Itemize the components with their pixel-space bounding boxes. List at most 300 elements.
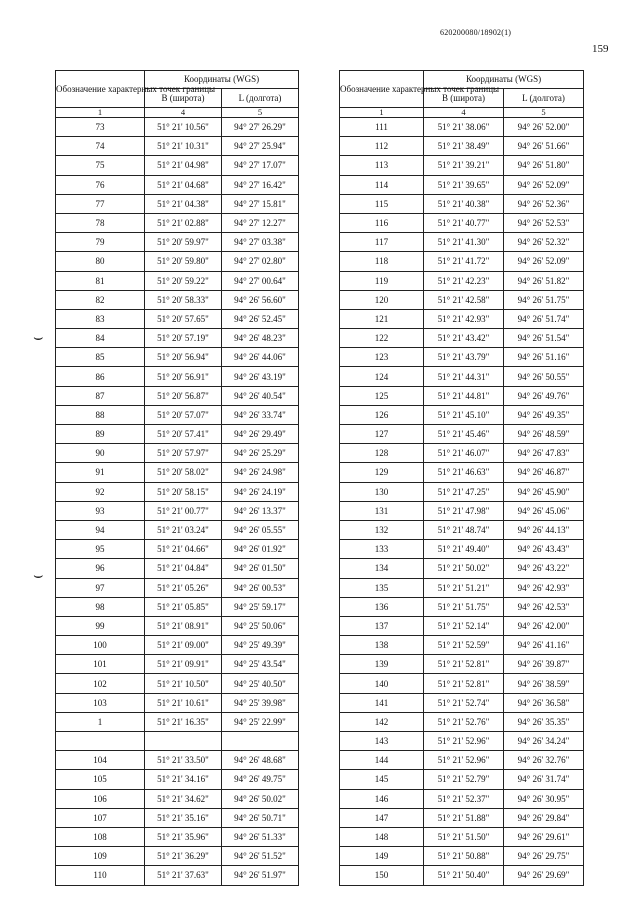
longitude-value: 94° 26' 25.29": [222, 444, 299, 463]
table-row: [56, 425, 299, 444]
column-index: 4: [424, 108, 504, 118]
table-row: [56, 329, 299, 348]
table-row: [56, 847, 299, 866]
table-row: [56, 194, 299, 213]
latitude-value: 51° 21' 42.58": [424, 290, 504, 309]
longitude-value: 94° 26' 01.50": [222, 559, 299, 578]
point-number: 77: [56, 194, 145, 213]
point-number: 147: [340, 808, 424, 827]
table-row: [340, 309, 584, 328]
longitude-value: 94° 26' 52.09": [504, 252, 584, 271]
table-row: [340, 348, 584, 367]
longitude-value: 94° 26' 52.00": [504, 118, 584, 137]
table-row: [56, 482, 299, 501]
latitude-value: 51° 21' 44.31": [424, 367, 504, 386]
table-row: [340, 636, 584, 655]
point-number: 116: [340, 213, 424, 232]
longitude-value: 94° 26' 29.69": [504, 866, 584, 885]
longitude-value: 94° 26' 33.74": [222, 405, 299, 424]
table-row: [340, 827, 584, 846]
table-row: [340, 712, 584, 731]
column-index: 1: [340, 108, 424, 118]
latitude-value: 51° 21' 40.38": [424, 194, 504, 213]
point-number: 118: [340, 252, 424, 271]
latitude-value: 51° 21' 10.50": [145, 674, 222, 693]
point-number: 150: [340, 866, 424, 885]
point-number: 96: [56, 559, 145, 578]
latitude-value: 51° 21' 52.79": [424, 770, 504, 789]
point-number: [56, 732, 145, 751]
longitude-value: 94° 26' 51.82": [504, 271, 584, 290]
latitude-value: 51° 20' 59.80": [145, 252, 222, 271]
latitude-value: 51° 20' 59.97": [145, 233, 222, 252]
latitude-value: 51° 21' 52.81": [424, 674, 504, 693]
point-number: 73: [56, 118, 145, 137]
latitude-value: 51° 21' 34.62": [145, 789, 222, 808]
longitude-value: 94° 26' 46.87": [504, 463, 584, 482]
page-number: 159: [592, 43, 609, 55]
table-row: [56, 252, 299, 271]
longitude-value: 94° 25' 49.39": [222, 636, 299, 655]
latitude-value: 51° 20' 57.97": [145, 444, 222, 463]
table-row: [56, 808, 299, 827]
longitude-value: 94° 26' 32.76": [504, 751, 584, 770]
latitude-value: 51° 21' 52.96": [424, 732, 504, 751]
latitude-value: 51° 21' 52.96": [424, 751, 504, 770]
point-number: 141: [340, 693, 424, 712]
table-row: [340, 520, 584, 539]
point-number: 113: [340, 156, 424, 175]
table-row: [56, 175, 299, 194]
latitude-value: 51° 20' 56.94": [145, 348, 222, 367]
point-number: 140: [340, 674, 424, 693]
latitude-value: 51° 21' 04.66": [145, 540, 222, 559]
table-row: [340, 770, 584, 789]
table-row: [340, 482, 584, 501]
point-number: 121: [340, 309, 424, 328]
table-row: [340, 693, 584, 712]
latitude-value: 51° 21' 04.98": [145, 156, 222, 175]
table-row: [340, 271, 584, 290]
latitude-value: 51° 21' 52.37": [424, 789, 504, 808]
latitude-value: 51° 21' 42.23": [424, 271, 504, 290]
longitude-value: 94° 26' 38.59": [504, 674, 584, 693]
point-number: 124: [340, 367, 424, 386]
latitude-value: 51° 21' 52.14": [424, 616, 504, 635]
table-row: [340, 808, 584, 827]
point-number: 98: [56, 597, 145, 616]
point-number: 120: [340, 290, 424, 309]
point-number: 133: [340, 540, 424, 559]
longitude-value: 94° 27' 26.29": [222, 118, 299, 137]
table-row: [340, 405, 584, 424]
longitude-value: 94° 26' 31.74": [504, 770, 584, 789]
latitude-value: 51° 20' 57.41": [145, 425, 222, 444]
longitude-value: 94° 26' 45.90": [504, 482, 584, 501]
table-row: [340, 578, 584, 597]
longitude-value: 94° 26' 51.74": [504, 309, 584, 328]
longitude-value: 94° 26' 51.80": [504, 156, 584, 175]
table-row: [340, 386, 584, 405]
table-row: [340, 501, 584, 520]
table-row: [340, 290, 584, 309]
latitude-value: 51° 21' 51.88": [424, 808, 504, 827]
point-number: 125: [340, 386, 424, 405]
table-row: [340, 540, 584, 559]
latitude-value: 51° 21' 45.10": [424, 405, 504, 424]
coordinates-table-right: [339, 70, 584, 886]
latitude-value: 51° 20' 59.22": [145, 271, 222, 290]
table-row: [56, 636, 299, 655]
table-row: [56, 367, 299, 386]
longitude-value: 94° 26' 35.35": [504, 712, 584, 731]
latitude-value: 51° 21' 00.77": [145, 501, 222, 520]
longitude-value: 94° 26' 48.23": [222, 329, 299, 348]
latitude-value: 51° 21' 09.00": [145, 636, 222, 655]
table-row: [56, 751, 299, 770]
table-row: [56, 309, 299, 328]
longitude-header: L (долгота): [504, 89, 584, 108]
latitude-value: 51° 21' 36.29": [145, 847, 222, 866]
latitude-value: 51° 21' 38.49": [424, 137, 504, 156]
latitude-value: 51° 21' 42.93": [424, 309, 504, 328]
longitude-value: 94° 26' 44.13": [504, 520, 584, 539]
longitude-value: 94° 27' 03.38": [222, 233, 299, 252]
point-number: 128: [340, 444, 424, 463]
longitude-value: 94° 27' 15.81": [222, 194, 299, 213]
latitude-value: 51° 21' 02.88": [145, 213, 222, 232]
latitude-value: 51° 21' 04.84": [145, 559, 222, 578]
latitude-value: 51° 20' 57.07": [145, 405, 222, 424]
latitude-value: 51° 21' 46.07": [424, 444, 504, 463]
column-index: 5: [222, 108, 299, 118]
point-number: 126: [340, 405, 424, 424]
table-row: [56, 578, 299, 597]
latitude-value: 51° 21' 46.63": [424, 463, 504, 482]
point-number: 106: [56, 789, 145, 808]
table-row: [340, 194, 584, 213]
table-row: [340, 213, 584, 232]
longitude-value: 94° 25' 40.50": [222, 674, 299, 693]
point-number: 134: [340, 559, 424, 578]
table-row: [56, 789, 299, 808]
latitude-value: 51° 21' 52.76": [424, 712, 504, 731]
point-number: 108: [56, 827, 145, 846]
table-row: [56, 290, 299, 309]
table-row: [56, 732, 299, 751]
table-row: [340, 252, 584, 271]
table-row: [56, 597, 299, 616]
longitude-value: 94° 26' 52.53": [504, 213, 584, 232]
table-row: [340, 329, 584, 348]
longitude-value: 94° 26' 36.58": [504, 693, 584, 712]
point-number: 122: [340, 329, 424, 348]
latitude-value: 51° 21' 39.65": [424, 175, 504, 194]
point-number: 123: [340, 348, 424, 367]
coordinates-header: Координаты (WGS): [145, 71, 299, 89]
longitude-value: 94° 26' 42.93": [504, 578, 584, 597]
table-row: [340, 367, 584, 386]
latitude-value: 51° 21' 35.16": [145, 808, 222, 827]
table-row: [340, 175, 584, 194]
margin-mark: ⌣: [33, 329, 44, 346]
point-number: 104: [56, 751, 145, 770]
point-number: 132: [340, 520, 424, 539]
latitude-value: 51° 21' 52.59": [424, 636, 504, 655]
table-row: [56, 156, 299, 175]
point-column-header: Обозначение характерных точек границы: [56, 71, 145, 108]
longitude-value: 94° 26' 51.52": [222, 847, 299, 866]
latitude-value: 51° 20' 58.15": [145, 482, 222, 501]
longitude-value: 94° 26' 49.75": [222, 770, 299, 789]
longitude-header: L (долгота): [222, 89, 299, 108]
point-number: 93: [56, 501, 145, 520]
point-number: 138: [340, 636, 424, 655]
point-number: 99: [56, 616, 145, 635]
point-number: 127: [340, 425, 424, 444]
longitude-value: 94° 26' 51.75": [504, 290, 584, 309]
table-row: [340, 156, 584, 175]
point-number: 101: [56, 655, 145, 674]
table-row: [56, 405, 299, 424]
table-row: [56, 674, 299, 693]
longitude-value: 94° 26' 34.24": [504, 732, 584, 751]
latitude-value: 51° 21' 48.74": [424, 520, 504, 539]
table-row: [340, 597, 584, 616]
longitude-value: 94° 26' 52.45": [222, 309, 299, 328]
latitude-value: 51° 21' 51.21": [424, 578, 504, 597]
longitude-value: 94° 26' 13.37": [222, 501, 299, 520]
point-number: 92: [56, 482, 145, 501]
latitude-header: B (широта): [424, 89, 504, 108]
point-number: 137: [340, 616, 424, 635]
latitude-value: 51° 21' 38.06": [424, 118, 504, 137]
latitude-value: 51° 21' 09.91": [145, 655, 222, 674]
latitude-value: 51° 21' 49.40": [424, 540, 504, 559]
point-number: 75: [56, 156, 145, 175]
latitude-value: 51° 21' 04.68": [145, 175, 222, 194]
coordinates-header: Координаты (WGS): [424, 71, 584, 89]
point-number: 112: [340, 137, 424, 156]
table-row: [56, 712, 299, 731]
point-number: 79: [56, 233, 145, 252]
latitude-value: 51° 21' 16.35": [145, 712, 222, 731]
latitude-value: 51° 20' 58.02": [145, 463, 222, 482]
table-row: [340, 137, 584, 156]
latitude-value: 51° 21' 43.42": [424, 329, 504, 348]
point-number: 84: [56, 329, 145, 348]
latitude-value: 51° 21' 50.40": [424, 866, 504, 885]
table-row: [56, 213, 299, 232]
latitude-value: 51° 21' 37.63": [145, 866, 222, 885]
longitude-value: 94° 26' 29.49": [222, 425, 299, 444]
table-row: [340, 655, 584, 674]
longitude-value: 94° 26' 52.32": [504, 233, 584, 252]
longitude-value: 94° 26' 24.98": [222, 463, 299, 482]
margin-mark: ⌣: [33, 567, 44, 584]
latitude-value: 51° 21' 05.26": [145, 578, 222, 597]
point-number: 135: [340, 578, 424, 597]
longitude-value: 94° 26' 50.55": [504, 367, 584, 386]
point-number: 103: [56, 693, 145, 712]
longitude-value: 94° 26' 42.00": [504, 616, 584, 635]
point-column-header: Обозначение характерных точек границы: [340, 71, 424, 108]
longitude-value: 94° 26' 01.92": [222, 540, 299, 559]
latitude-value: 51° 21' 45.46": [424, 425, 504, 444]
table-row: [340, 118, 584, 137]
table-row: [56, 827, 299, 846]
point-number: 130: [340, 482, 424, 501]
longitude-value: 94° 26' 51.33": [222, 827, 299, 846]
table-row: [340, 847, 584, 866]
longitude-value: 94° 26' 43.43": [504, 540, 584, 559]
point-number: 95: [56, 540, 145, 559]
point-number: 139: [340, 655, 424, 674]
longitude-value: 94° 26' 49.35": [504, 405, 584, 424]
latitude-value: 51° 21' 51.50": [424, 827, 504, 846]
table-row: [56, 501, 299, 520]
longitude-value: 94° 26' 41.16": [504, 636, 584, 655]
longitude-value: 94° 26' 49.76": [504, 386, 584, 405]
table-row: [56, 693, 299, 712]
latitude-value: [145, 732, 222, 751]
table-row: [340, 463, 584, 482]
longitude-value: 94° 26' 05.55": [222, 520, 299, 539]
longitude-value: 94° 25' 50.06": [222, 616, 299, 635]
point-number: 78: [56, 213, 145, 232]
table-row: [56, 348, 299, 367]
point-number: 144: [340, 751, 424, 770]
point-number: 83: [56, 309, 145, 328]
latitude-value: 51° 21' 33.50": [145, 751, 222, 770]
point-number: 80: [56, 252, 145, 271]
longitude-value: [222, 732, 299, 751]
table-row: [56, 444, 299, 463]
longitude-value: 94° 25' 22.99": [222, 712, 299, 731]
latitude-value: 51° 21' 10.61": [145, 693, 222, 712]
longitude-value: 94° 26' 50.02": [222, 789, 299, 808]
point-number: 86: [56, 367, 145, 386]
point-number: 136: [340, 597, 424, 616]
longitude-value: 94° 27' 25.94": [222, 137, 299, 156]
point-number: 148: [340, 827, 424, 846]
table-row: [56, 271, 299, 290]
document-id: 620200080/18902(1): [440, 28, 512, 37]
table-row: [340, 559, 584, 578]
table-row: [340, 674, 584, 693]
point-number: 117: [340, 233, 424, 252]
longitude-value: 94° 26' 48.68": [222, 751, 299, 770]
longitude-value: 94° 26' 39.87": [504, 655, 584, 674]
point-number: 74: [56, 137, 145, 156]
latitude-value: 51° 21' 08.91": [145, 616, 222, 635]
point-number: 85: [56, 348, 145, 367]
latitude-value: 51° 21' 10.56": [145, 118, 222, 137]
table-row: [340, 425, 584, 444]
point-number: 81: [56, 271, 145, 290]
point-number: 105: [56, 770, 145, 789]
point-number: 94: [56, 520, 145, 539]
latitude-value: 51° 21' 50.02": [424, 559, 504, 578]
point-number: 115: [340, 194, 424, 213]
point-number: 149: [340, 847, 424, 866]
point-number: 91: [56, 463, 145, 482]
longitude-value: 94° 27' 16.42": [222, 175, 299, 194]
point-number: 107: [56, 808, 145, 827]
table-row: [56, 616, 299, 635]
table-row: [56, 118, 299, 137]
point-number: 97: [56, 578, 145, 597]
coordinates-table-left: [55, 70, 299, 886]
table-row: [340, 732, 584, 751]
point-number: 114: [340, 175, 424, 194]
latitude-value: 51° 21' 41.72": [424, 252, 504, 271]
table-row: [56, 463, 299, 482]
latitude-value: 51° 21' 51.75": [424, 597, 504, 616]
column-index: 4: [145, 108, 222, 118]
latitude-value: 51° 20' 56.87": [145, 386, 222, 405]
latitude-header: B (широта): [145, 89, 222, 108]
longitude-value: 94° 26' 51.66": [504, 137, 584, 156]
longitude-value: 94° 26' 40.54": [222, 386, 299, 405]
point-number: 131: [340, 501, 424, 520]
table-row: [56, 559, 299, 578]
table-row: [56, 386, 299, 405]
longitude-value: 94° 26' 24.19": [222, 482, 299, 501]
longitude-value: 94° 26' 48.59": [504, 425, 584, 444]
table-row: [56, 866, 299, 885]
table-row: [56, 137, 299, 156]
longitude-value: 94° 25' 59.17": [222, 597, 299, 616]
longitude-value: 94° 27' 02.80": [222, 252, 299, 271]
point-number: 110: [56, 866, 145, 885]
table-row: [56, 520, 299, 539]
longitude-value: 94° 26' 29.61": [504, 827, 584, 846]
longitude-value: 94° 27' 17.07": [222, 156, 299, 175]
point-number: 90: [56, 444, 145, 463]
table-row: [340, 866, 584, 885]
latitude-value: 51° 21' 05.85": [145, 597, 222, 616]
point-number: 111: [340, 118, 424, 137]
table-row: [56, 233, 299, 252]
latitude-value: 51° 21' 34.16": [145, 770, 222, 789]
point-number: 1: [56, 712, 145, 731]
point-number: 89: [56, 425, 145, 444]
point-number: 102: [56, 674, 145, 693]
longitude-value: 94° 27' 12.27": [222, 213, 299, 232]
longitude-value: 94° 27' 00.64": [222, 271, 299, 290]
longitude-value: 94° 26' 56.60": [222, 290, 299, 309]
latitude-value: 51° 20' 57.65": [145, 309, 222, 328]
table-row: [56, 655, 299, 674]
table-row: [340, 751, 584, 770]
longitude-value: 94° 26' 50.71": [222, 808, 299, 827]
point-number: 100: [56, 636, 145, 655]
latitude-value: 51° 21' 41.30": [424, 233, 504, 252]
table-row: [56, 770, 299, 789]
latitude-value: 51° 21' 43.79": [424, 348, 504, 367]
longitude-value: 94° 26' 51.16": [504, 348, 584, 367]
longitude-value: 94° 26' 47.83": [504, 444, 584, 463]
point-number: 129: [340, 463, 424, 482]
latitude-value: 51° 21' 47.98": [424, 501, 504, 520]
table-row: [340, 444, 584, 463]
longitude-value: 94° 26' 44.06": [222, 348, 299, 367]
longitude-value: 94° 26' 51.54": [504, 329, 584, 348]
longitude-value: 94° 26' 52.09": [504, 175, 584, 194]
point-number: 76: [56, 175, 145, 194]
longitude-value: 94° 25' 43.54": [222, 655, 299, 674]
